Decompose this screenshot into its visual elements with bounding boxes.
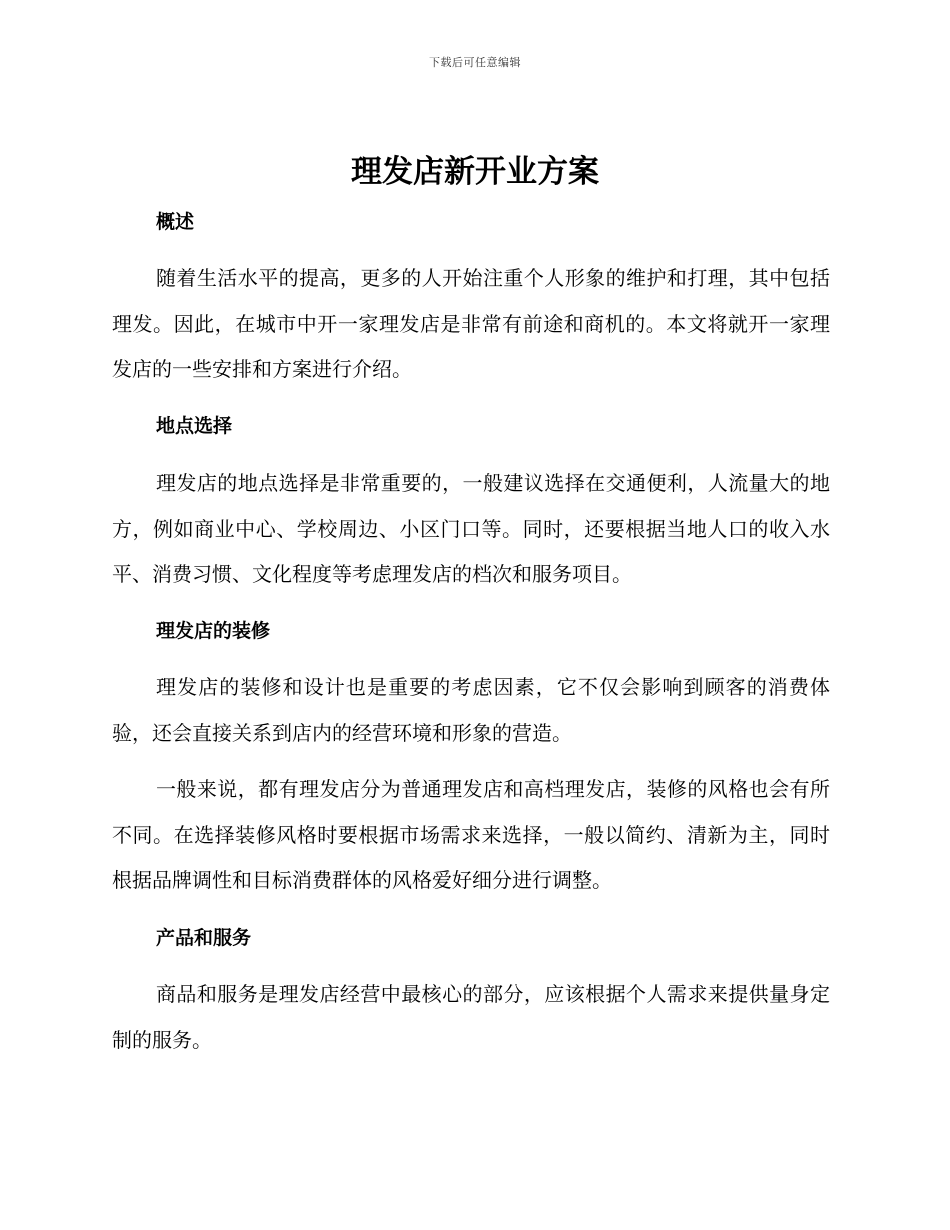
section-heading-overview: 概述 (156, 211, 195, 233)
section-heading-products-services: 产品和服务 (156, 927, 252, 949)
section-paragraph-products-services: 商品和服务是理发店经营中最核心的部分，应该根据个人需求来提供量身定制的服务。 (112, 982, 830, 1052)
section-heading-decoration: 理发店的装修 (156, 620, 271, 642)
section-paragraph-overview: 随着生活水平的提高，更多的人开始注重个人形象的维护和打理，其中包括理发。因此，在城市中开一家理发店是非常有前途和商机的。本文将就开一家理发店的一些安排和方案进行介绍。 (112, 266, 830, 381)
section-paragraph-decoration-1: 理发店的装修和设计也是重要的考虑因素，它不仅会影响到顾客的消费体验，还会直接关系到店内的经营环境和形象的营造。 (112, 675, 830, 745)
document-title: 理发店新开业方案 (351, 154, 599, 190)
section-paragraph-location: 理发店的地点选择是非常重要的，一般建议选择在交通便利，人流量大的地方，例如商业中心、学校周边、小区门口等。同时，还要根据当地人口的收入水平、消费习惯、文化程度等考虑理发店的档次和服务项目。 (112, 471, 830, 586)
header-note: 下载后可任意编辑 (429, 56, 521, 69)
section-paragraph-decoration-2: 一般来说，都有理发店分为普通理发店和高档理发店，装修的风格也会有所不同。在选择装修风格时要根据市场需求来选择，一般以简约、清新为主，同时根据品牌调性和目标消费群体的风格爱好细分进行调整。 (112, 777, 830, 892)
section-heading-location: 地点选择 (156, 415, 233, 437)
